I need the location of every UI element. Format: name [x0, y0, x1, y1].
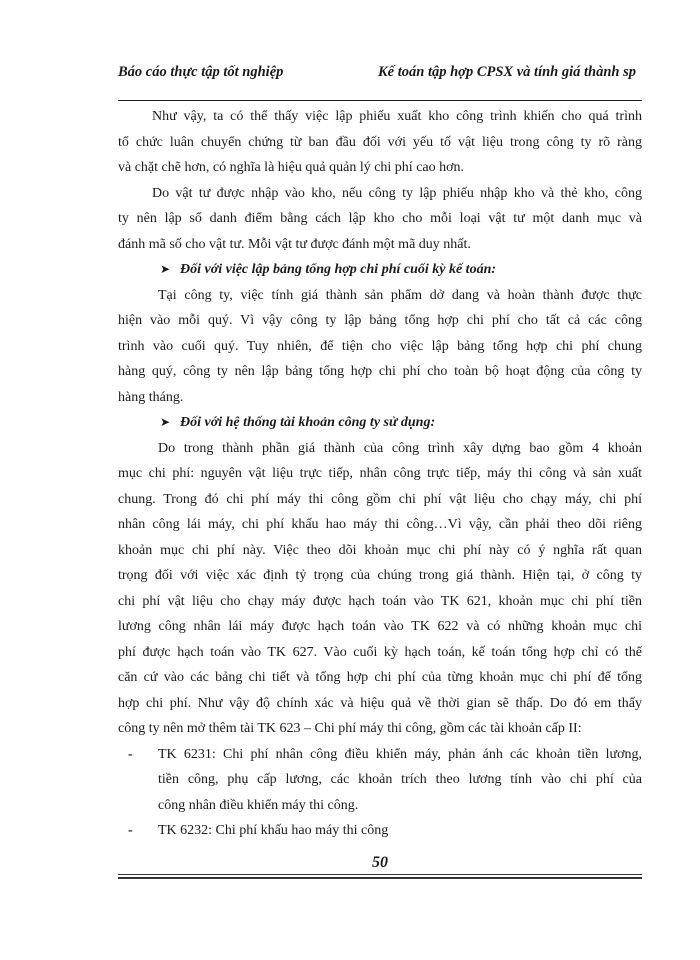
paragraph-line: tổ chức luân chuyển chứng từ ban đầu đối với yếu tố vật liệu trong công ty rõ ràng — [118, 134, 642, 150]
paragraph-line: tiền công, phụ cấp lương, các khoản trích theo lương tính vào chi phí của — [158, 772, 642, 787]
paragraph-line: căn cứ vào các bảng chi tiết và tổng hợp chi phí của từng khoản mục chi phí để tổng — [118, 670, 642, 685]
paragraph-line: và chặt chẽ hơn, có nghĩa là hiệu quả quản lý chi phí cao hơn. — [118, 160, 465, 175]
paragraph-line: phí được hạch toán vào TK 627. Vào cuối kỳ hạch toán, kế toán tổng hợp chỉ có thể — [118, 644, 642, 660]
paragraph-line: Do trong thành phần giá thành của công trình xây dựng bao gồm 4 khoản — [158, 440, 642, 456]
paragraph-line: hàng tháng. — [118, 389, 184, 405]
paragraph-line: nhân công lái máy, chi phí khấu hao máy thi công…Vì vậy, cần phải theo dõi riêng — [118, 517, 642, 532]
page-body — [118, 104, 642, 844]
arrow-bullet-icon: ➤ — [160, 262, 171, 276]
section-heading-2 — [118, 410, 642, 436]
header-left-title: Báo cáo thực tập tốt nghiệp — [118, 64, 284, 80]
section-heading-text: Đối với hệ thống tài khoản công ty sử dụng: — [180, 415, 436, 430]
header-right-title: Kế toán tập hợp CPSX và tính giá thành sp — [378, 64, 636, 80]
footer-rule-thick — [118, 877, 642, 879]
paragraph-line: ty nên lập sổ danh điểm bằng cách lập kho cho mỗi loại vật tư một danh mục và — [118, 211, 642, 226]
paragraph-line: chung. Trong đó chi phí máy thi công gồm chi phí vật liệu cho chạy máy, chi phí — [118, 491, 642, 507]
paragraph-line: đánh mã số cho vật tư. Mỗi vật tư được đánh một mã duy nhất. — [118, 236, 471, 252]
paragraph-line: hàng quý, công ty nên lập bảng tổng hợp chi phí cho toàn bộ hoạt động của công ty — [118, 364, 642, 379]
paragraph-line: hiện vào mỗi quý. Vì vậy công ty lập bảng tổng hợp chi phí cho tất cả các công — [118, 313, 642, 328]
footer-rule — [118, 874, 642, 875]
paragraph-line: lương công nhân lái máy được hạch toán vào TK 622 và có những khoản mục chi — [118, 619, 642, 634]
paragraph-line: TK 6232: Chi phí khấu hao máy thi công — [158, 823, 389, 838]
arrow-bullet-icon: ➤ — [160, 415, 171, 429]
bullet-item-tk6232 — [118, 818, 642, 844]
paragraph-1 — [118, 104, 642, 181]
bullet-item-tk6231 — [118, 742, 642, 819]
section-heading-text: Đối với việc lập bảng tổng hợp chi phí cuối kỳ kế toán: — [180, 262, 497, 277]
paragraph-2 — [118, 181, 642, 258]
dash-bullet-icon: - — [128, 823, 133, 838]
page-header — [112, 64, 640, 88]
paragraph-line: TK 6231: Chi phí nhân công điều khiển máy, phản ánh các khoản tiền lương, — [158, 746, 642, 762]
paragraph-line: công nhân điều khiển máy thi công. — [158, 797, 359, 813]
header-rule — [118, 100, 642, 101]
page-number: 50 — [372, 854, 388, 871]
paragraph-3 — [118, 283, 642, 411]
paragraph-line: hợp chi phí. Như vậy độ chính xác và hiệu quả về thời gian sẽ thấp. Do đó em thấy — [118, 695, 642, 711]
paragraph-line: Do vật tư được nhập vào kho, nếu công ty lập phiếu nhập kho và thẻ kho, công — [152, 185, 642, 201]
paragraph-line: khoản mục chi phí này. Việc theo dõi khoản mục chi phí này có ý nghĩa rất quan — [118, 542, 642, 558]
dash-bullet-icon: - — [128, 746, 133, 762]
paragraph-line: trình vào cuối quý. Tuy nhiên, để tiện cho việc lập bảng tổng hợp chi phí chung — [118, 338, 642, 354]
paragraph-line: công ty nên mở thêm tài TK 623 – Chi phí máy thi công, gồm các tài khoản cấp II: — [118, 721, 582, 736]
section-heading-1 — [118, 257, 642, 283]
paragraph-line: Như vậy, ta có thể thấy việc lập phiếu xuất kho công trình khiến cho quá trình — [152, 109, 642, 124]
paragraph-line: chi phí vật liệu cho chạy máy được hạch toán vào TK 621, khoản mục chi phí tiền — [118, 593, 642, 609]
paragraph-line: mục chi phí: nguyên vật liệu trực tiếp, nhân công trực tiếp, máy thi công và sản xuất — [118, 466, 642, 481]
paragraph-line: Tại công ty, việc tính giá thành sản phẩm dở dang và hoàn thành được thực — [158, 287, 642, 303]
paragraph-line: trọng đối với việc xác định tỷ trọng của chúng trong giá thành. Hiện tại, ở công ty — [118, 568, 642, 583]
paragraph-4 — [118, 436, 642, 742]
